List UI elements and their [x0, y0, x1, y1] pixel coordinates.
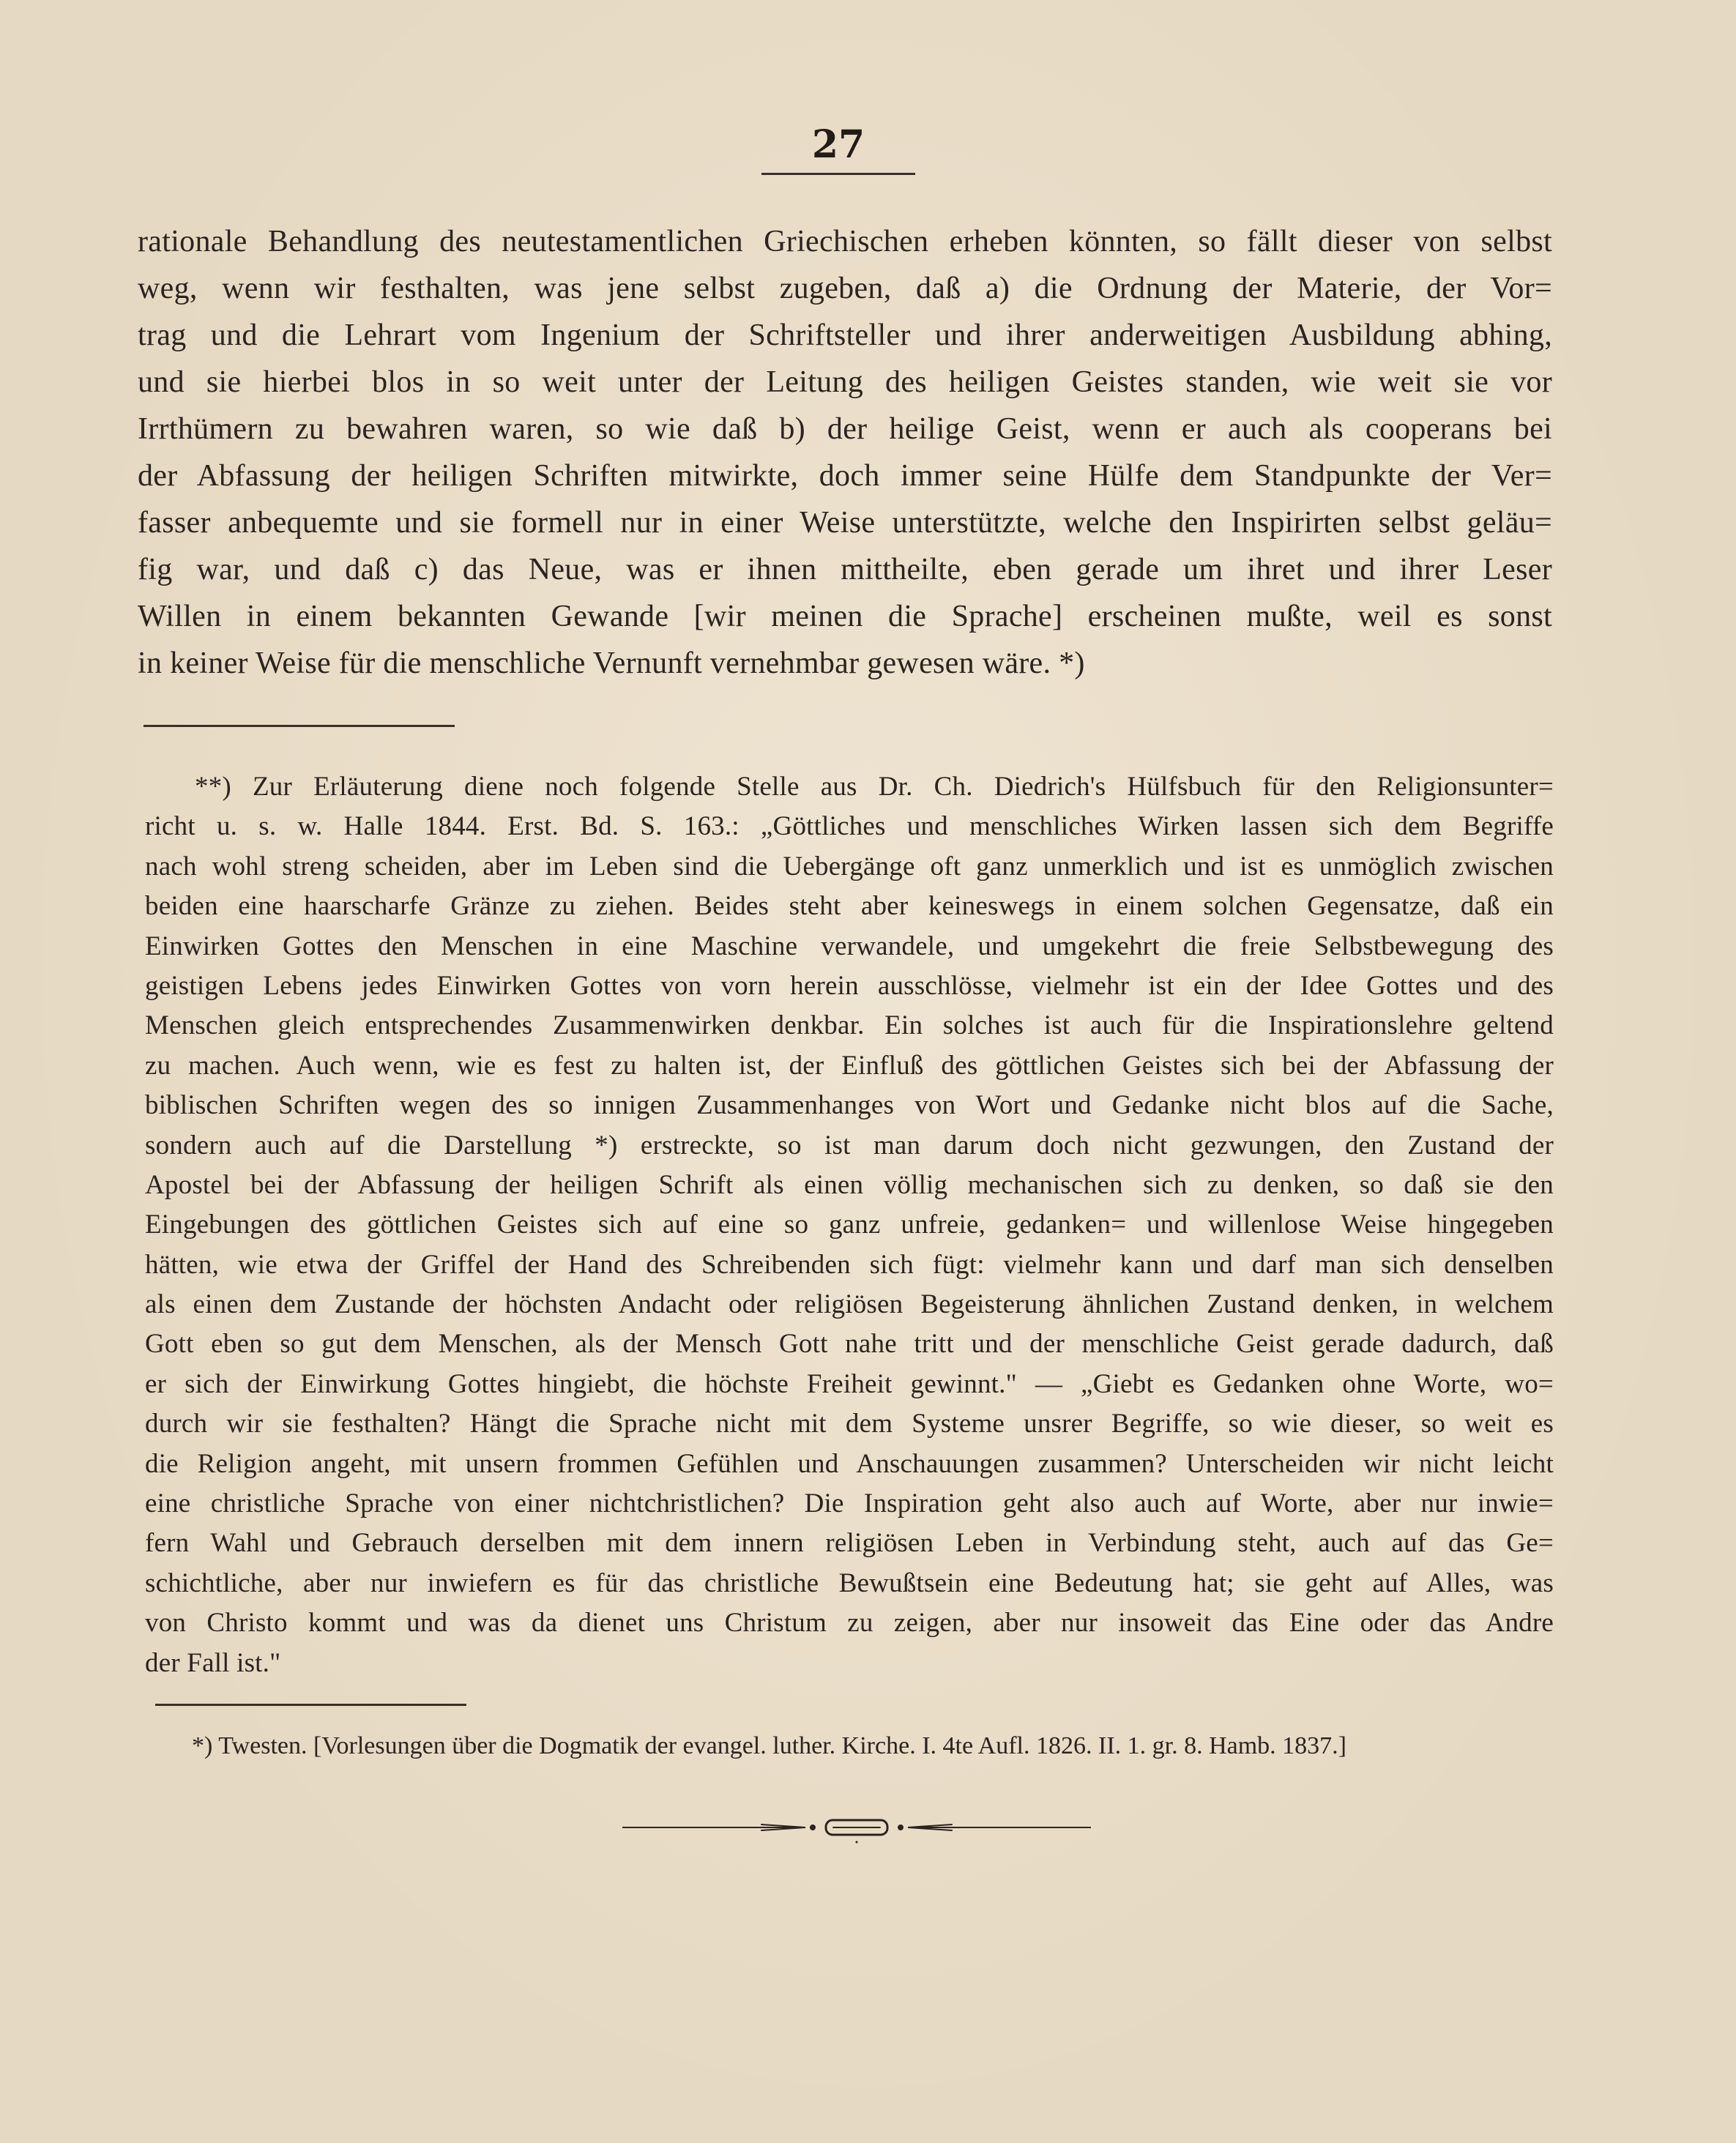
- footnote-line: Eingebungen des göttlichen Geistes sich auf eine so ganz unfreie, gedanken= und willenlose Weise hingegeben: [145, 1210, 1554, 1240]
- footnote-line: die Religion angeht, mit unsern frommen Gefühlen und Anschauungen zusammen? Unterscheiden wir nicht leicht: [145, 1448, 1554, 1479]
- footnote-line: Apostel bei der Abfassung der heiligen Schrift als einen völlig mechanischen sich zu denken, so daß sie den: [145, 1169, 1554, 1200]
- main-text-line: und sie hierbei blos in so weit unter der Leitung des heiligen Geistes standen, wie weit sie vor: [138, 365, 1552, 399]
- main-text-line: in keiner Weise für die menschliche Vernunft vernehmbar gewesen wäre. *): [138, 646, 1085, 680]
- main-text-line: Irrthümern zu bewahren waren, so wie daß b) der heilige Geist, wenn er auch als cooperans bei: [138, 412, 1552, 446]
- footnote-line: Einwirken Gottes den Menschen in eine Maschine verwandele, und umgekehrt die freie Selbstbewegung des: [145, 931, 1554, 961]
- footnote-line: Menschen gleich entsprechendes Zusammenwirken denkbar. Ein solches ist auch für die Inspirationslehre geltend: [145, 1010, 1554, 1041]
- footnote-line: hätten, wie etwa der Griffel der Hand des Schreibenden sich fügt: vielmehr kann und darf man sich denselben: [145, 1249, 1554, 1280]
- footnote-line: geistigen Lebens jedes Einwirken Gottes von vorn herein ausschlösse, vielmehr ist ein der Idee Gottes und des: [145, 970, 1554, 1001]
- footnote-line: sondern auch auf die Darstellung *) erstreckte, so ist man darum doch nicht gezwungen, den Zustand der: [145, 1130, 1554, 1160]
- footnote-separator: [144, 725, 455, 727]
- footnote-line: biblischen Schriften wegen des so innigen Zusammenhanges von Wort und Gedanke nicht blos auf die Sache,: [145, 1090, 1554, 1121]
- main-text-line: weg, wenn wir festhalten, was jene selbst zugeben, daß a) die Ordnung der Materie, der Vor=: [138, 272, 1552, 305]
- footnote-line: er sich der Einwirkung Gottes hingiebt, die höchste Freiheit gewinnt." — „Giebt es Gedanken ohne Worte, wo=: [145, 1368, 1554, 1399]
- page-number: 27: [811, 122, 865, 167]
- footnote-line: schichtliche, aber nur inwiefern es für das christliche Bewußtsein eine Bedeutung hat; sie geht auf Alles, was: [145, 1568, 1554, 1598]
- footnote-line: fern Wahl und Gebrauch derselben mit dem innern religiösen Leben in Verbindung steht, auch auf das Ge=: [145, 1528, 1554, 1559]
- sub-footnote-separator: [155, 1704, 466, 1706]
- footnote-line: durch wir sie festhalten? Hängt die Sprache nicht mit dem Systeme unsrer Begriffe, so wie dieser, so weit es: [145, 1409, 1554, 1439]
- footnote-line: eine christliche Sprache von einer nichtchristlichen? Die Inspiration geht also auch auf Worte, aber nur inwie=: [145, 1488, 1554, 1519]
- footnote-line: **) Zur Erläuterung diene noch folgende Stelle aus Dr. Ch. Diedrich's Hülfsbuch für den Religionsunter=: [195, 772, 1554, 802]
- main-text-line: der Abfassung der heiligen Schriften mitwirkte, doch immer seine Hülfe dem Standpunkte der Ver=: [138, 459, 1552, 493]
- footnote-line: der Fall ist.": [145, 1647, 281, 1678]
- sub-footnote: *) Twesten. [Vorlesungen über die Dogmatik der evangel. luther. Kirche. I. 4te Aufl. 1826. II. 1. gr. 8. Hamb. 1837.]: [192, 1732, 1346, 1759]
- footnote-line: Gott eben so gut dem Menschen, als der Mensch Gott nahe tritt und der menschliche Geist gerade dadurch, daß: [145, 1329, 1554, 1360]
- footnote-line: als einen dem Zustande der höchsten Andacht oder religiösen Begeisterung ähnlichen Zustand denken, in welchem: [145, 1289, 1554, 1320]
- main-text-line: fasser anbequemte und sie formell nur in einer Weise unterstützte, welche den Inspirirten selbst geläu=: [138, 506, 1552, 540]
- footnote-line: von Christo kommt und was da dienet uns Christum zu zeigen, aber nur insoweit das Eine oder das Andre: [145, 1608, 1554, 1639]
- footnote: [145, 767, 1554, 1683]
- footnote-line: beiden eine haarscharfe Gränze zu ziehen. Beides steht aber keineswegs in einem solchen Gegensatze, daß ein: [145, 891, 1554, 922]
- end-ornament: [622, 1807, 1091, 1848]
- footnote-line: richt u. s. w. Halle 1844. Erst. Bd. S. 163.: „Göttliches und menschliches Wirken lassen sich dem Begriffe: [145, 811, 1554, 842]
- main-text-line: Willen in einem bekannten Gewande [wir meinen die Sprache] erscheinen mußte, weil es sonst: [138, 600, 1552, 633]
- page-number-underline: [761, 173, 915, 175]
- main-text-line: fig war, und daß c) das Neue, was er ihnen mittheilte, eben gerade um ihret und ihrer Leser: [138, 553, 1552, 586]
- footnote-line: nach wohl streng scheiden, aber im Leben sind die Uebergänge oft ganz unmerklich und ist es unmöglich zwischen: [145, 851, 1554, 882]
- main-text-line: rationale Behandlung des neutestamentlichen Griechischen erheben könnten, so fällt dieser von selbst: [138, 225, 1552, 258]
- main-text: [138, 218, 1552, 687]
- footnote-line: zu machen. Auch wenn, wie es fest zu halten ist, der Einfluß des göttlichen Geistes sich bei der Abfassung der: [145, 1050, 1554, 1081]
- main-text-line: trag und die Lehrart vom Ingenium der Schriftsteller und ihrer anderweitigen Ausbildung abhing,: [138, 318, 1552, 352]
